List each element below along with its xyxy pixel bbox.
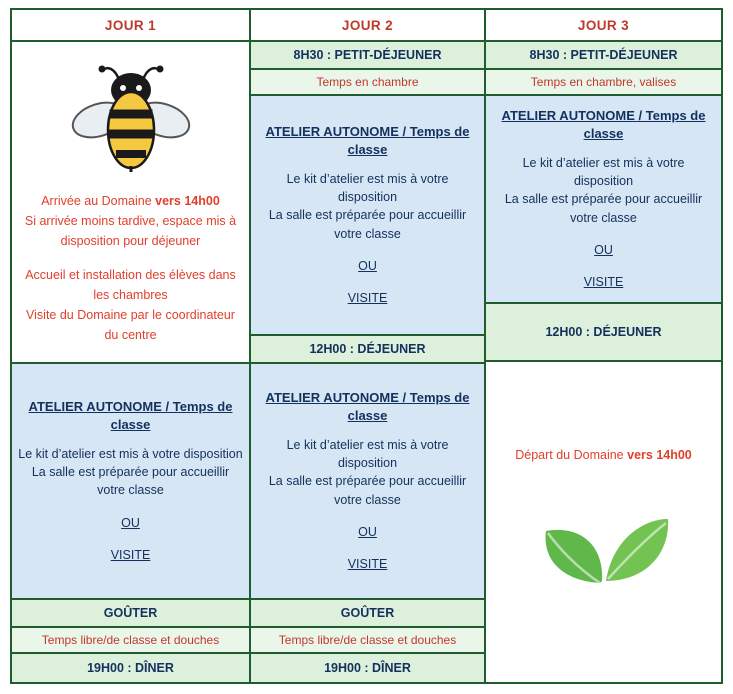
day2-diner: 19H00 : DÎNER <box>251 654 484 682</box>
day3-atelier-line2: La salle est préparée pour accueillir votre classe <box>504 192 703 225</box>
column-jour-1 <box>12 10 249 682</box>
day3-temps-chambre-valises: Temps en chambre, valises <box>486 70 721 96</box>
day3-atelier-line1: Le kit d’atelier est mis à votre disposition <box>522 156 685 189</box>
day2-atelier-apresmidi-visite: VISITE <box>347 556 388 571</box>
bee-icon <box>71 58 191 181</box>
day2-gouter: GOÛTER <box>251 600 484 628</box>
day1-atelier-line2: La salle est préparée pour accueillir votre classe <box>31 465 230 498</box>
column-header-jour-1: JOUR 1 <box>12 10 249 42</box>
day3-atelier-visite: VISITE <box>583 274 624 289</box>
day3-atelier-title: ATELIER AUTONOME / Temps de classe <box>501 108 706 141</box>
day1-welcome-line2: Visite du Domaine par le coordinateur du centre <box>26 308 235 342</box>
day3-departure-time: vers 14h00 <box>627 447 692 462</box>
day3-departure-cell <box>486 362 721 682</box>
column-jour-3 <box>486 10 721 682</box>
day1-diner: 19H00 : DÎNER <box>12 654 249 682</box>
day1-atelier-line1: Le kit d’atelier est mis à votre disposition <box>18 447 243 462</box>
day2-atelier-apresmidi-title: ATELIER AUTONOME / Temps de classe <box>265 390 470 423</box>
day3-departure-text <box>515 445 692 465</box>
day1-arrival-line2: Si arrivée moins tardive, espace mis à disposition pour déjeuner <box>24 214 237 248</box>
day1-arrival-line1: Arrivée au Domaine <box>41 194 152 208</box>
day1-atelier-title: ATELIER AUTONOME / Temps de classe <box>28 399 233 432</box>
day3-atelier-ou: OU <box>594 242 613 257</box>
day2-atelier-apresmidi-ou: OU <box>358 524 377 539</box>
day2-atelier-matin-line2: La salle est préparée pour accueillir votre classe <box>268 208 467 241</box>
day1-arrival-time: vers 14h00 <box>155 194 220 208</box>
day2-atelier-apresmidi-line2: La salle est préparée pour accueillir votre classe <box>268 474 467 507</box>
column-jour-2 <box>249 10 486 682</box>
day2-atelier-apresmidi-cell <box>251 364 484 600</box>
day2-atelier-matin-ou: OU <box>358 258 377 273</box>
day3-departure-label: Départ du Domaine <box>515 447 624 462</box>
day1-atelier-visite: VISITE <box>110 547 151 562</box>
day3-dejeuner: 12H00 : DÉJEUNER <box>486 304 721 362</box>
day2-dejeuner: 12H00 : DÉJEUNER <box>251 336 484 364</box>
day1-atelier-cell <box>12 364 249 600</box>
day3-atelier-cell <box>486 96 721 304</box>
schedule-grid <box>10 8 723 684</box>
day1-welcome-line1: Accueil et installation des élèves dans les chambres <box>25 268 236 302</box>
day2-atelier-matin-visite: VISITE <box>347 290 388 305</box>
day2-atelier-matin-line1: Le kit d’atelier est mis à votre disposition <box>286 172 449 205</box>
day1-temps-libre: Temps libre/de classe et douches <box>12 628 249 654</box>
column-header-jour-2: JOUR 2 <box>251 10 484 42</box>
day3-petit-dejeuner: 8H30 : PETIT-DÉJEUNER <box>486 42 721 70</box>
day1-arrival-text <box>18 191 243 345</box>
column-header-jour-3: JOUR 3 <box>486 10 721 42</box>
day1-morning-cell <box>12 42 249 364</box>
day2-atelier-matin-cell <box>251 96 484 336</box>
day2-temps-chambre: Temps en chambre <box>251 70 484 96</box>
day2-atelier-apresmidi-line1: Le kit d’atelier est mis à votre disposition <box>286 438 449 471</box>
leaves-icon <box>534 485 674 600</box>
day2-temps-libre: Temps libre/de classe et douches <box>251 628 484 654</box>
day1-gouter: GOÛTER <box>12 600 249 628</box>
day1-atelier-ou: OU <box>121 515 140 530</box>
day2-petit-dejeuner: 8H30 : PETIT-DÉJEUNER <box>251 42 484 70</box>
day2-atelier-matin-title: ATELIER AUTONOME / Temps de classe <box>265 124 470 157</box>
